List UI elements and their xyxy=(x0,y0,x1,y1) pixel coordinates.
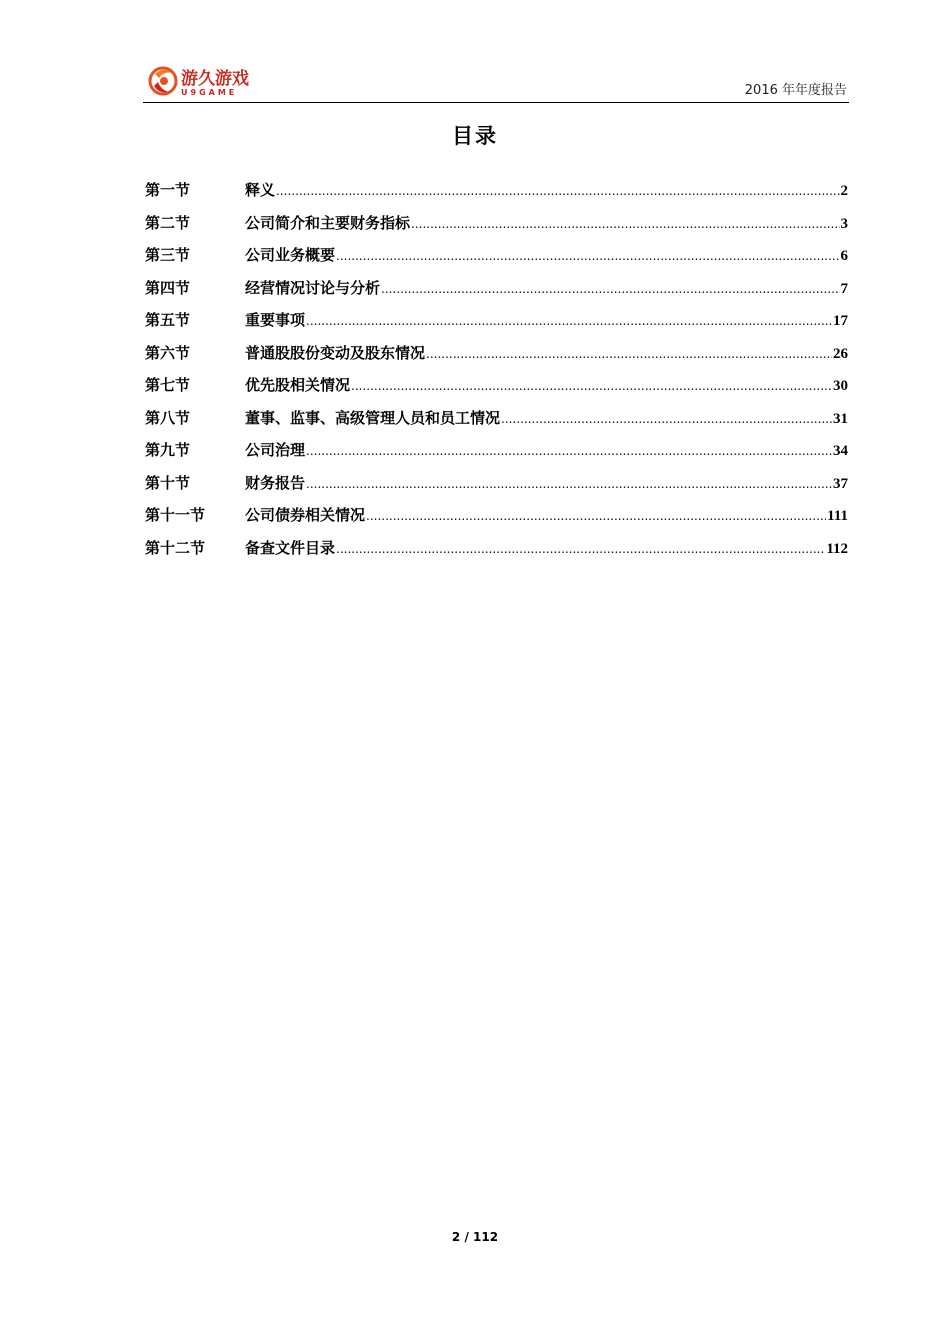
toc-section-number: 第十节 xyxy=(145,473,191,492)
toc-dot-leader xyxy=(336,240,839,273)
toc-entry[interactable] xyxy=(145,272,848,305)
report-label: 2016 年年度报告 xyxy=(744,83,847,98)
toc-section-title[interactable]: 重要事项 xyxy=(245,311,306,329)
toc-section-number: 第六节 xyxy=(145,343,191,362)
toc-entry[interactable] xyxy=(145,304,848,337)
toc-page-number[interactable]: 2 xyxy=(840,183,848,199)
toc-dot-leader xyxy=(306,305,832,338)
toc-page-number[interactable]: 34 xyxy=(833,443,848,459)
toc-page-number[interactable]: 26 xyxy=(833,345,848,362)
toc-dot-leader xyxy=(366,500,826,533)
toc-section-title[interactable]: 财务报告 xyxy=(245,473,306,492)
page-indicator: 2 / 112 xyxy=(451,1230,499,1244)
toc-entry[interactable] xyxy=(145,239,848,272)
toc-dot-leader xyxy=(336,533,825,566)
logo-emblem-icon xyxy=(150,68,176,94)
toc-page-number[interactable]: 111 xyxy=(827,508,848,524)
toc-dot-leader xyxy=(306,468,832,501)
toc-dot-leader xyxy=(276,175,839,208)
toc-section-number: 第五节 xyxy=(145,311,191,329)
toc-section-title[interactable]: 备查文件目录 xyxy=(245,538,336,557)
toc-dot-leader xyxy=(381,273,839,306)
toc-entry[interactable] xyxy=(145,207,848,240)
toc-entry[interactable] xyxy=(145,369,848,402)
toc-dot-leader xyxy=(426,338,832,371)
toc-section-number: 第三节 xyxy=(145,246,191,264)
toc-section-number: 第九节 xyxy=(145,441,191,459)
toc-dot-leader xyxy=(351,370,832,403)
toc-section-title[interactable]: 经营情况讨论与分析 xyxy=(245,278,381,297)
toc-section-title[interactable]: 公司简介和主要财务指标 xyxy=(245,213,411,232)
toc-section-title[interactable]: 董事、监事、高级管理人员和员工情况 xyxy=(245,408,501,427)
toc-entry[interactable] xyxy=(145,402,848,435)
toc-section-title[interactable]: 释义 xyxy=(245,181,276,199)
toc-section-number: 第十一节 xyxy=(145,506,206,524)
toc-entry[interactable] xyxy=(145,174,848,207)
toc-page-number[interactable]: 31 xyxy=(833,410,848,427)
toc-section-number: 第八节 xyxy=(145,408,191,427)
toc-section-title[interactable]: 优先股相关情况 xyxy=(245,376,351,394)
toc-page-number[interactable]: 6 xyxy=(840,248,848,264)
toc-dot-leader xyxy=(501,403,832,436)
toc-page-number[interactable]: 112 xyxy=(826,540,848,557)
toc-section-title[interactable]: 公司治理 xyxy=(245,441,306,459)
toc-section-number: 第一节 xyxy=(145,181,191,199)
toc-section-number: 第二节 xyxy=(145,213,191,232)
page-header xyxy=(143,60,849,103)
svg-text:游久游戏: 游久游戏 xyxy=(181,69,249,89)
table-of-contents xyxy=(145,174,848,564)
toc-section-title[interactable]: 公司债券相关情况 xyxy=(245,506,366,524)
toc-page-number[interactable]: 7 xyxy=(840,280,848,297)
toc-entry[interactable] xyxy=(145,337,848,370)
toc-entry[interactable] xyxy=(145,499,848,532)
toc-page-number[interactable]: 30 xyxy=(833,378,848,394)
toc-entry[interactable] xyxy=(145,434,848,467)
toc-entry[interactable] xyxy=(145,532,848,565)
toc-page-number[interactable]: 37 xyxy=(833,475,848,492)
svg-text:U9GAME: U9GAME xyxy=(181,88,238,97)
u9game-logo xyxy=(147,64,287,98)
toc-section-title[interactable]: 普通股股份变动及股东情况 xyxy=(245,343,426,362)
toc-dot-leader xyxy=(306,435,832,468)
toc-dot-leader xyxy=(411,208,839,241)
toc-page-number[interactable]: 3 xyxy=(840,215,848,232)
toc-page-number[interactable]: 17 xyxy=(833,313,848,329)
toc-section-number: 第七节 xyxy=(145,376,191,394)
toc-section-number: 第十二节 xyxy=(145,538,206,557)
toc-entry[interactable] xyxy=(145,467,848,500)
page-title: 目录 xyxy=(452,124,498,148)
toc-section-title[interactable]: 公司业务概要 xyxy=(245,246,336,264)
toc-section-number: 第四节 xyxy=(145,278,191,297)
